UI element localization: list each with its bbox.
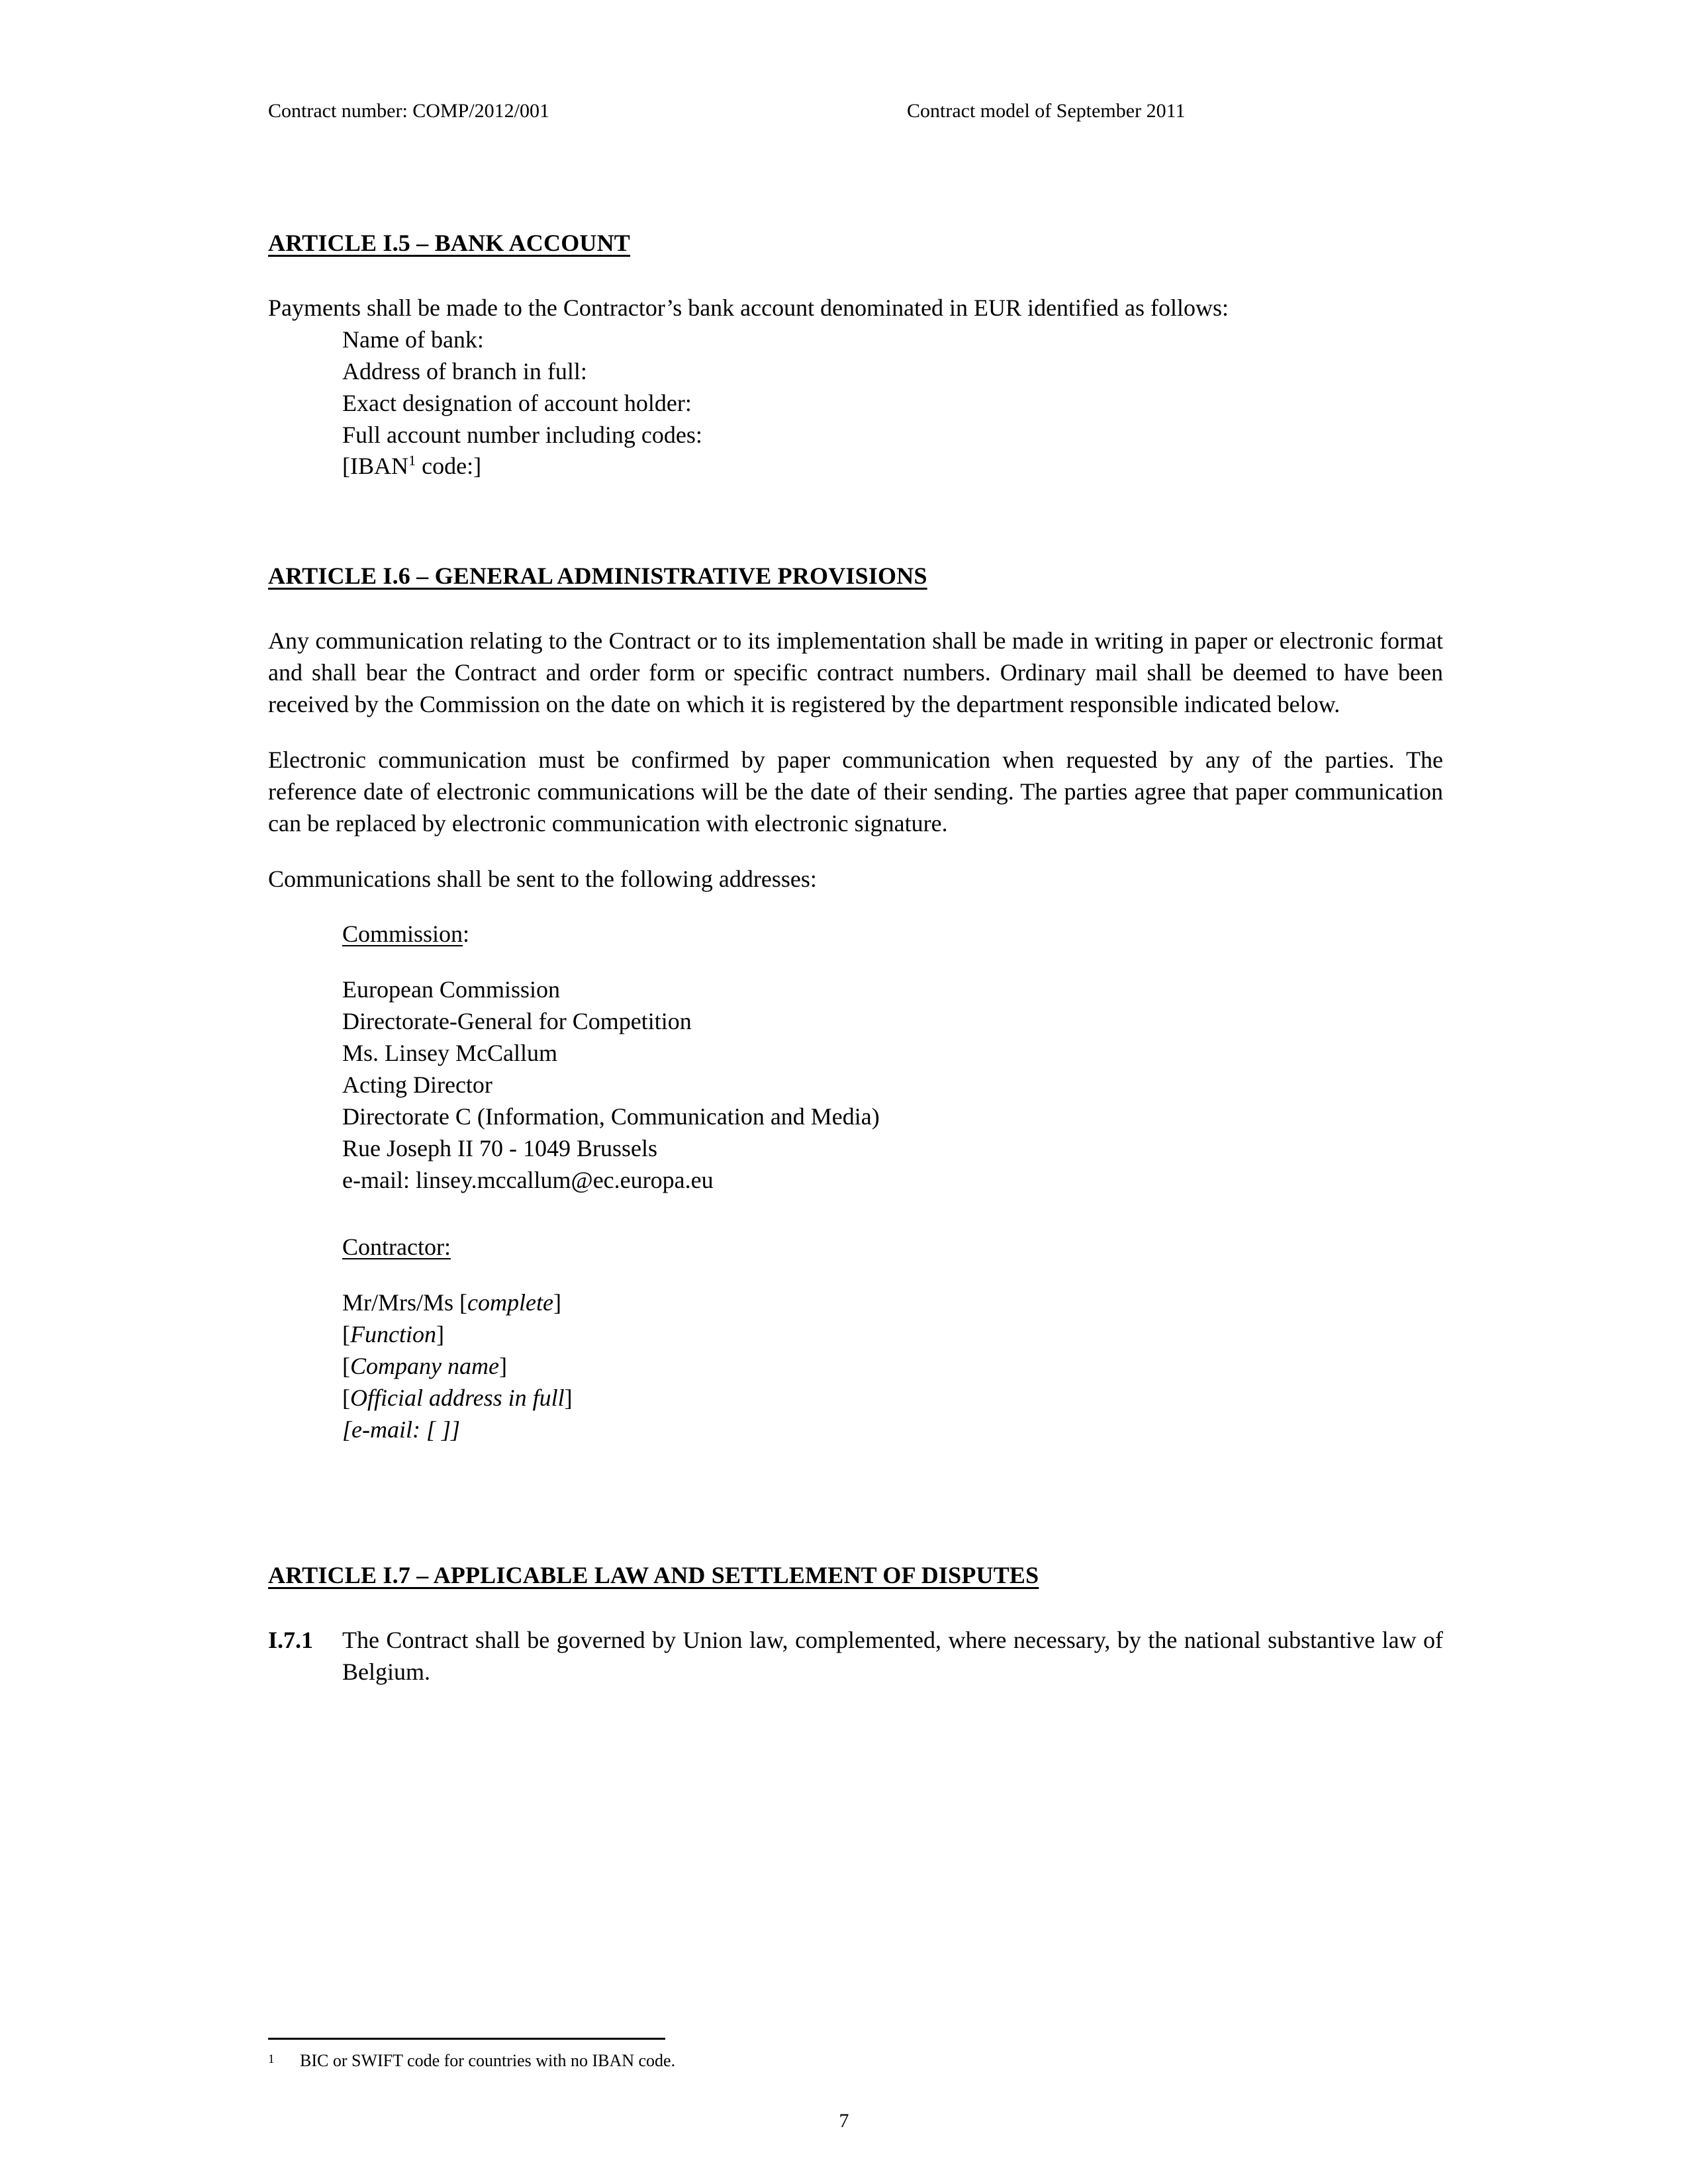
contractor-line-pre: [ [342, 1321, 350, 1348]
bank-field-holder: Exact designation of account holder: [342, 389, 692, 416]
commission-address-block [342, 919, 1443, 1445]
commission-address-line: Directorate-General for Competition [342, 1008, 692, 1035]
contractor-line-address [342, 1383, 1443, 1414]
article-i6-heading [268, 562, 1443, 590]
page-number: 7 [839, 2110, 849, 2132]
article-i5-intro: Payments shall be made to the Contractor’s bank account denominated in EUR identified as follows: [268, 295, 1229, 321]
contractor-line-placeholder: Official address in full [350, 1384, 565, 1411]
contractor-line-placeholder: [e-mail: [ ]] [342, 1416, 460, 1443]
contractor-line-post: ] [553, 1289, 561, 1316]
contractor-line-pre: [ [342, 1384, 350, 1411]
contractor-line-pre: [ [342, 1353, 350, 1379]
contractor-line-post: ] [436, 1321, 444, 1348]
article-i6-heading-text: ARTICLE I.6 – GENERAL ADMINISTRATIVE PROVISIONS [268, 563, 927, 590]
contractor-line-post: ] [564, 1384, 573, 1411]
clause-i7-1 [268, 1625, 1443, 1688]
header-contract-model: Contract model of September 2011 [907, 100, 1186, 122]
commission-label-text: Commission [342, 921, 463, 948]
iban-prefix: [IBAN [342, 453, 408, 480]
document-body [268, 229, 1443, 1688]
bank-field-name: Name of bank: [342, 326, 484, 353]
contractor-line-placeholder: Company name [350, 1353, 499, 1379]
contractor-line-company [342, 1351, 1443, 1383]
clause-text: The Contract shall be governed by Union law, complemented, where necessary, by the national substantive law of Belgium. [342, 1626, 1443, 1685]
commission-address-line: Ms. Linsey McCallum [342, 1040, 557, 1066]
article-i5-heading-text: ARTICLE I.5 – BANK ACCOUNT [268, 230, 631, 256]
footnote-1 [268, 2050, 1443, 2072]
contractor-line-pre: Mr/Mrs/Ms [ [342, 1289, 468, 1316]
contractor-line-function [342, 1319, 1443, 1351]
contractor-line-placeholder: complete [467, 1289, 553, 1316]
article-i7-heading [268, 1561, 1443, 1589]
article-i5-heading [268, 229, 1443, 257]
commission-label [342, 919, 1443, 950]
footnote-text: BIC or SWIFT code for countries with no IBAN code. [300, 2050, 676, 2070]
iban-suffix: code:] [416, 453, 482, 480]
contractor-line-email [342, 1414, 1443, 1446]
contractor-line-post: ] [498, 1353, 507, 1379]
commission-label-colon: : [463, 921, 470, 948]
header-contract-number: Contract number: COMP/2012/001 [268, 100, 549, 122]
bank-field-iban [342, 451, 1443, 482]
contractor-line-placeholder: Function [350, 1321, 436, 1348]
bank-field-address: Address of branch in full: [342, 357, 587, 385]
footnote-marker: 1 [268, 2052, 275, 2066]
contractor-label-text: Contractor: [342, 1234, 451, 1261]
article-i7-heading-text: ARTICLE I.7 – APPLICABLE LAW AND SETTLEMENT OF DISPUTES [268, 1561, 1039, 1588]
article-i6-paragraph-3: Communications shall be sent to the following addresses: [268, 865, 817, 892]
commission-address-line: Directorate C (Information, Communication and Media) [342, 1103, 880, 1130]
commission-address-line: Acting Director [342, 1071, 492, 1098]
clause-number: I.7.1 [268, 1626, 314, 1653]
commission-email-line: e-mail: linsey.mccallum@ec.europa.eu [342, 1166, 714, 1193]
article-i6-paragraph-2: Electronic communication must be confirmed by paper communication when requested by any of the parties. The reference date of electronic communications will be the date of their sending. The parties agree that paper communication can be replaced by electronic communication with electronic signature. [268, 746, 1443, 837]
commission-address-line: European Commission [342, 976, 560, 1003]
commission-address-line: Rue Joseph II 70 - 1049 Brussels [342, 1134, 657, 1161]
running-header [268, 99, 1443, 123]
footnote-area [268, 2038, 1443, 2072]
article-i6-paragraph-1: Any communication relating to the Contract or to its implementation shall be made in writing in paper or electronic format and shall bear the Contract and order form or specific contract numbers. Ordinary mail shall be deemed to have been received by the Commission on the date on which it is registered by the department responsible indicated below. [268, 627, 1443, 717]
bank-account-fields [342, 324, 1443, 482]
footnote-separator [268, 2038, 665, 2040]
bank-field-account-number: Full account number including codes: [342, 421, 702, 448]
contractor-line-salutation [342, 1287, 1443, 1319]
iban-footnote-marker: 1 [408, 452, 416, 469]
contractor-label [342, 1232, 1443, 1263]
